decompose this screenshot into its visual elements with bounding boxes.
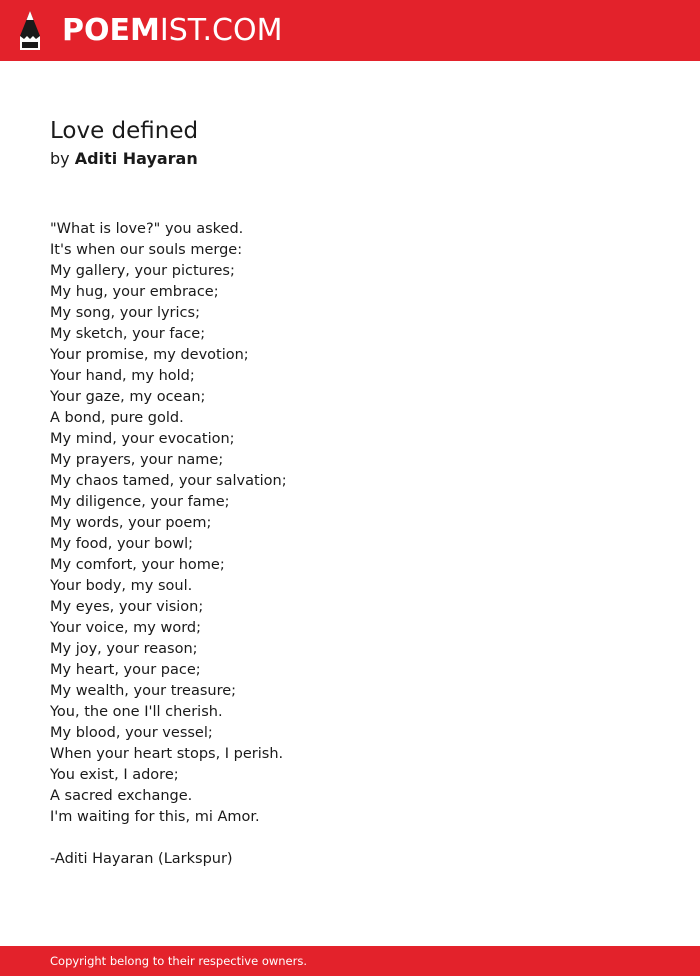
poem-line: My prayers, your name; xyxy=(50,452,224,468)
poem-line: Your gaze, my ocean; xyxy=(50,389,206,405)
poem-line: My comfort, your home; xyxy=(50,557,225,573)
poem-line: My sketch, your face; xyxy=(50,326,206,342)
poem-line: My joy, your reason; xyxy=(50,641,198,657)
poem-body xyxy=(50,219,650,828)
poem-line: My eyes, your vision; xyxy=(50,599,204,615)
footer-copyright: Copyright belong to their respective owners. xyxy=(50,954,308,968)
poem-line: Your voice, my word; xyxy=(50,620,201,636)
poem-signature: -Aditi Hayaran (Larkspur) xyxy=(50,851,233,867)
poem-line: "What is love?" you asked. xyxy=(50,221,244,237)
poem-line: My chaos tamed, your salvation; xyxy=(50,473,287,489)
poem-line: My heart, your pace; xyxy=(50,662,201,678)
poem-line: I'm waiting for this, mi Amor. xyxy=(50,809,260,825)
poem-line: My gallery, your pictures; xyxy=(50,263,235,279)
poem-line: You, the one I'll cherish. xyxy=(50,704,223,720)
poem-author[interactable]: Aditi Hayaran xyxy=(74,149,198,168)
site-footer xyxy=(0,946,700,976)
poem-line: My food, your bowl; xyxy=(50,536,194,552)
logo-text-light: IST.COM xyxy=(159,13,283,48)
poem-line: My hug, your embrace; xyxy=(50,284,219,300)
poem-byline xyxy=(50,148,198,170)
pencil-tip-icon xyxy=(18,10,42,52)
logo-text xyxy=(62,10,282,52)
poem-line: When your heart stops, I perish. xyxy=(50,746,284,762)
poem-line: It's when our souls merge: xyxy=(50,242,243,258)
byline-label: by xyxy=(50,149,70,168)
site-header xyxy=(0,0,700,61)
poem-title: Love defined xyxy=(50,118,199,144)
poem-line: My song, your lyrics; xyxy=(50,305,200,321)
poem-line: My diligence, your fame; xyxy=(50,494,230,510)
logo-text-bold: POEM xyxy=(62,13,160,48)
poem-line: A bond, pure gold. xyxy=(50,410,184,426)
poem-line: You exist, I adore; xyxy=(50,767,179,783)
poem-line: Your promise, my devotion; xyxy=(50,347,249,363)
poem-line: Your hand, my hold; xyxy=(50,368,195,384)
poem-line: A sacred exchange. xyxy=(50,788,193,804)
poem-line: My blood, your vessel; xyxy=(50,725,213,741)
poem-line: My words, your poem; xyxy=(50,515,212,531)
poem-line: My mind, your evocation; xyxy=(50,431,235,447)
poem-line: Your body, my soul. xyxy=(50,578,193,594)
poem-line: My wealth, your treasure; xyxy=(50,683,237,699)
site-logo[interactable] xyxy=(18,10,282,52)
